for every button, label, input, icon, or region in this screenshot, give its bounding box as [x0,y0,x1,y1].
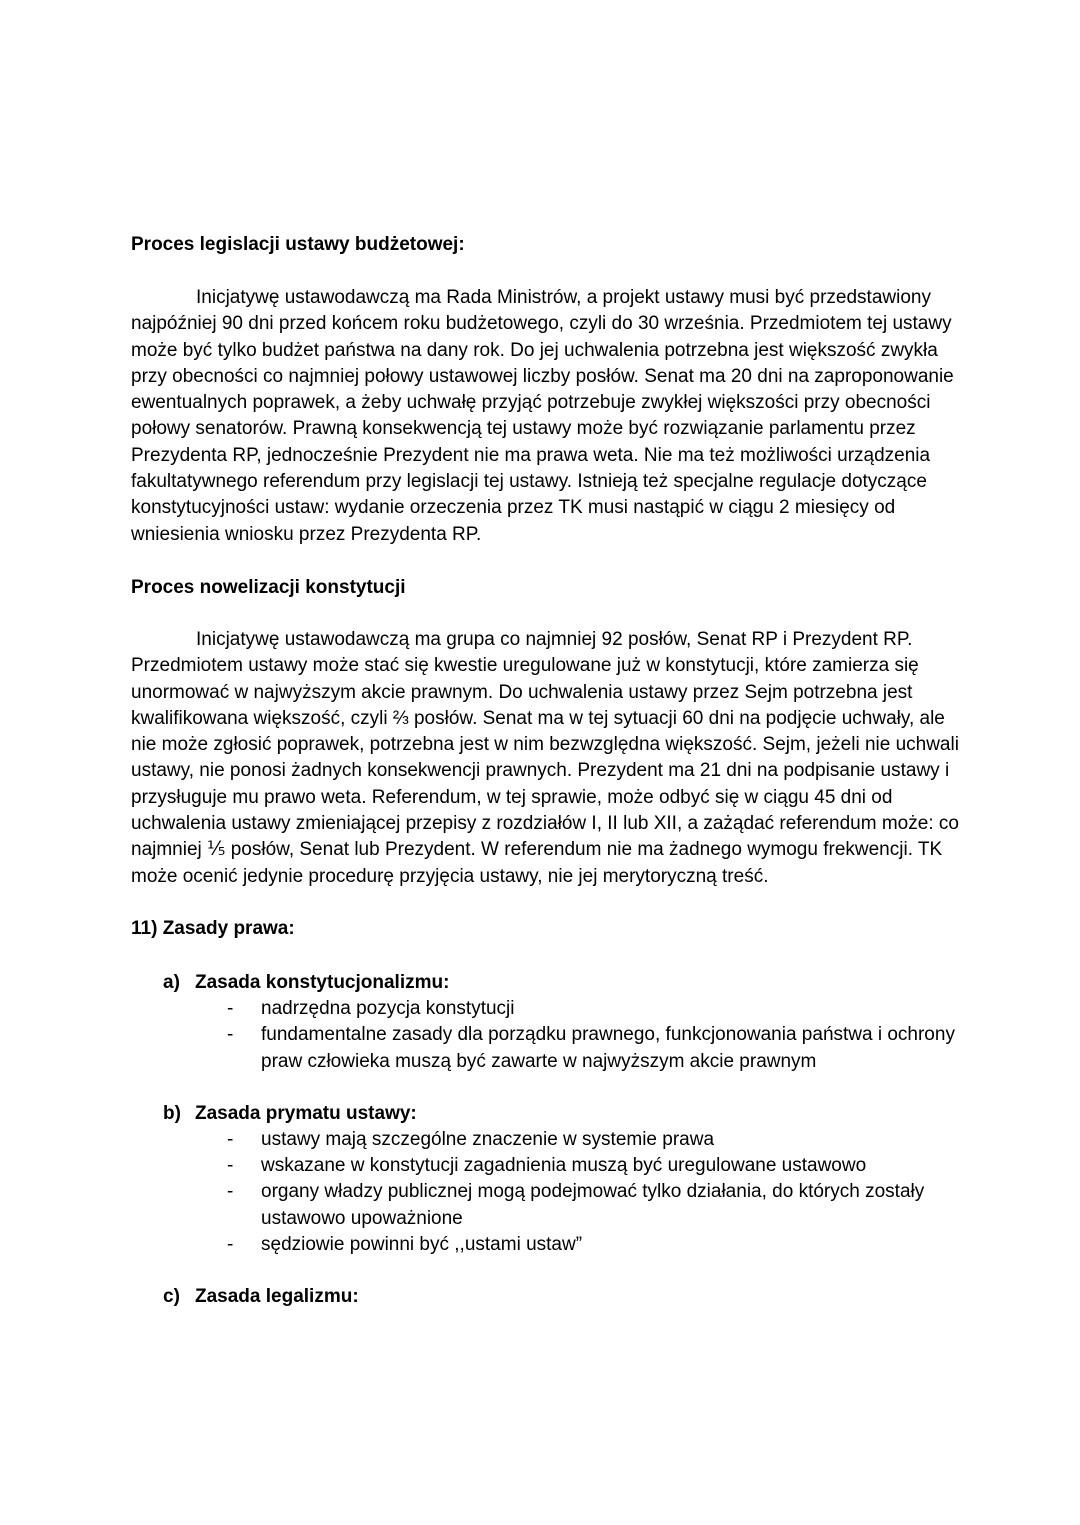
constitution-section-title: Proces nowelizacji konstytucji [131,576,406,598]
list-item: - nadrzędna pozycja konstytucji [261,996,961,1022]
list-item: - ustawy mają szczególne znaczenie w systemie prawa [261,1127,961,1153]
list-item: - fundamentalne zasady dla porządku prawnego, funkcjonowania państwa i ochrony praw człowieka muszą być zawarte w najwyższym akcie prawnym [261,1022,961,1075]
list-item: - wskazane w konstytucji zagadnienia muszą być uregulowane ustawowo [261,1153,961,1179]
principle-a [163,970,961,1075]
principle-b-label: b) [163,1102,181,1124]
principle-b-title: Zasada prymatu ustawy: [195,1102,417,1124]
constitution-section-body: Inicjatywę ustawodawczą ma grupa co najmniej 92 posłów, Senat RP i Prezydent RP. Przedmiotem ustawy może stać się kwestie uregulowane już w konstytucji, które zamierza się unormować w najwyższym akcie prawnym. Do uchwalenia ustawy przez Sejm potrzebna jest kwalifikowana większość, czyli ⅔ posłów. Senat ma w tej sytuacji 60 dni na podjęcie uchwały, ale nie może zgłosić poprawek, potrzebna jest w nim bezwzględna większość. Sejm, jeżeli nie uchwali ustawy, nie ponosi żadnych konsekwencji prawnych. Prezydent ma 21 dni na podpisanie ustawy i przysługuje mu prawo weta. Referendum, w tej sprawie, może odbyć się w ciągu 45 dni od uchwalenia ustawy zmieniającej przepisy z rozdziałów I, II lub XII, a zażądać referendum może: co najmniej ⅕ posłów, Senat lub Prezydent. W referendum nie ma żadnego wymogu frekwencji. TK może ocenić jedynie procedurę przyjęcia ustawy, nie jej merytoryczną treść. [131,628,959,887]
principle-a-heading [163,970,961,996]
principle-a-list [163,996,961,1075]
principle-c-heading [163,1284,961,1310]
principle-c-title: Zasada legalizmu: [195,1286,359,1308]
principle-a-label: a) [163,971,180,993]
principle-c-label: c) [163,1286,180,1308]
list-item: - organy władzy publicznej mogą podejmować tylko działania, do których zostały ustawowo upoważnione [261,1179,961,1232]
principle-a-title: Zasada konstytucjonalizmu: [195,971,450,993]
principle-b-list [163,1127,961,1258]
principle-c [163,1284,961,1310]
principles-section-title: 11) Zasady prawa: [131,917,295,939]
list-item: - sędziowie powinni być ,,ustami ustaw” [261,1232,961,1258]
budget-section-body: Inicjatywę ustawodawczą ma Rada Ministrów, a projekt ustawy musi być przedstawiony najpóźniej 90 dni przed końcem roku budżetowego, czyli do 30 września. Przedmiotem tej ustawy może być tylko budżet państwa na dany rok. Do jej uchwalenia potrzebna jest większość zwykła przy obecności co najmniej połowy ustawowej liczby posłów. Senat ma 20 dni na zaproponowanie ewentualnych poprawek, a żeby uchwałę przyjąć potrzebuje zwykłej większości przy obecności połowy senatorów. Prawną konsekwencją tej ustawy może być rozwiązanie parlamentu przez Prezydenta RP, jednocześnie Prezydent nie ma prawa weta. Nie ma też możliwości urządzenia fakultatywnego referendum przy legislacji tej ustawy. Istnieją też specjalne regulacje dotyczące konstytucyjności ustaw: wydanie orzeczenia przez TK musi nastąpić w ciągu 2 miesięcy od wniesienia wniosku przez Prezydenta RP. [131,287,954,545]
principle-b [163,1101,961,1258]
principle-b-heading [163,1101,961,1127]
budget-section-title: Proces legislacji ustawy budżetowej: [131,234,465,255]
document-content [131,232,961,1310]
